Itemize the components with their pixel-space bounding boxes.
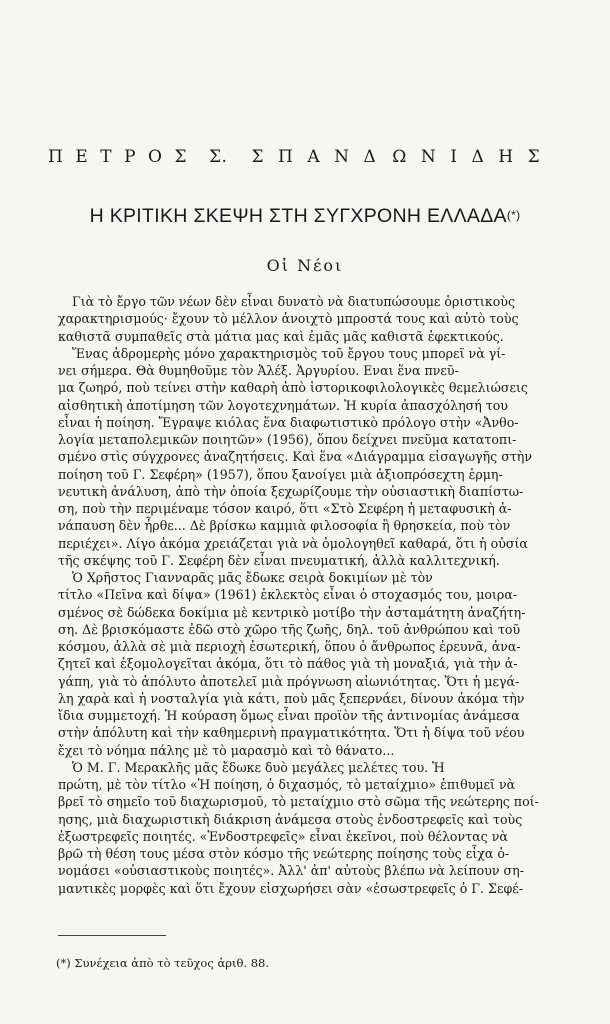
body-line: χαρακτηρισμούς· ἔχουν τὸ μέλλον ἀνοιχτὸ μπροστά τους καὶ αὐτὸ τοὺς bbox=[58, 311, 519, 327]
author-letter: Σ bbox=[527, 147, 541, 167]
body-line: γάπη, γιὰ τὸ ἀπόλυτο ἀποτελεῖ μιὰ πρόγνωση αἰωνιότητας. Ὅτι ἡ μεγά- bbox=[58, 673, 520, 689]
body-line: λη χαρὰ καὶ ἡ νοσταλγία γιὰ κάτι, ποὺ μᾶς ξεπερνάει, δίνουν ἀκόμα τὴν bbox=[58, 690, 525, 706]
body-line: εἶναι ἡ ποίηση. Ἔγραψε κιόλας ἕνα διαφωτιστικὸ πρόλογο στὴν «Ἀνθο- bbox=[58, 414, 519, 430]
section-subtitle: Οἱ Νέοι bbox=[266, 256, 344, 275]
author-letter: Ο bbox=[148, 147, 163, 167]
body-line: βρῶ τὴ θέση τους μέσα στὸν κόσμο τῆς νεώτερης ποίησης τοὺς εἶχα ὀ- bbox=[58, 846, 510, 861]
body-line: σμένο στὶς σύγχρονες ἀναζητήσεις. Καὶ ἕνα «Διάγραμμα εἰσαγωγῆς στὴν bbox=[58, 449, 532, 465]
author-letter: Α bbox=[307, 147, 321, 167]
body-line: πρώτη, μὲ τὸν τίτλο «Ἡ ποίηση, ὁ διχασμός, τὸ μεταίχμιο» ἐπιθυμεῖ νὰ bbox=[58, 777, 516, 792]
body-line: αἰσθητικὴ ἀποτίμηση τῶν λογοτεχνημάτων. Ἡ κυρία ἀπασχόλησή του bbox=[58, 397, 508, 413]
body-line: καθιστᾶ συμπαθεῖς στὰ μάτια μας καὶ ἐμᾶς μᾶς καθιστᾶ ἐφεκτικούς. bbox=[58, 328, 504, 344]
body-line: Ἕνας ἀδρομερὴς μόνο χαρακτηρισμὸς τοῦ ἔργου τους μπορεῖ νὰ γί- bbox=[72, 345, 506, 361]
title-text: Η ΚΡΙΤΙΚΗ ΣΚΕΨΗ ΣΤΗ ΣΥΓΧΡΟΝΗ ΕΛΛΑΔΑ bbox=[89, 205, 507, 227]
body-line: Ὁ Χρῆστος Γιανναρᾶς μᾶς ἔδωκε σειρὰ δοκιμίων μὲ τὸν bbox=[72, 570, 433, 585]
author-letter: Ν bbox=[334, 147, 350, 167]
author-letter: Σ bbox=[251, 147, 264, 167]
body-line: μα ζωηρό, ποὺ τείνει στὴν καθαρὴ ἀπὸ ἱστορικοφιλολογικὲς θεμελιώσεις bbox=[58, 380, 528, 396]
author-letter: Ε bbox=[75, 147, 89, 167]
body-line: νομάσει «οὐσιαστικοὺς ποιητές». Ἀλλ' ἀπ' αὐτοὺς βλέπω νὰ λείπουν ση- bbox=[58, 863, 524, 879]
body-line: ἔχει τὸ νόημα πάλης μὲ τὸ μαρασμὸ καὶ τὸ θάνατο... bbox=[58, 742, 395, 758]
body-line: σμένος σὲ δώδεκα δοκίμια μὲ κεντρικὸ μοτίβο τὴν ἀσταμάτητη ἀναζήτη- bbox=[58, 604, 526, 620]
body-text bbox=[58, 293, 568, 897]
author-letter: Π bbox=[48, 147, 64, 167]
article-title bbox=[0, 205, 610, 228]
body-line: τίτλο «Πεῖνα καὶ δίψα» (1961) ἐκλεκτὸς εἶναι ὁ στοχασμός του, μοιρα- bbox=[58, 587, 518, 603]
author-letter: Σ bbox=[174, 147, 188, 167]
title-footnote-mark: (*) bbox=[506, 208, 521, 222]
author-letter: Π bbox=[277, 147, 294, 167]
body-line: περιέχει». Λίγο ἀκόμα χρειάζεται γιὰ νὰ ὁμολογηθεῖ καθαρά, ὅτι ἡ οὐσία bbox=[58, 535, 528, 551]
body-line: ση, ποὺ τὴν περιμέναμε τόσον καιρό, ὅτι «Στὸ Σεφέρη ἡ μεταφυσικὴ ἀ- bbox=[58, 501, 512, 516]
body-line: νει σήμερα. Θὰ θυμηθοῦμε τὸν Ἀλέξ. Ἀργυρίου. Εναι ἕνα πνεῦ- bbox=[58, 363, 459, 378]
body-line: ζητεῖ καὶ ἐξομολογεῖται ἀκόμα, ὅτι τὸ πάθος γιὰ τὴ μοναξιά, γιὰ τὴν ἀ- bbox=[58, 656, 518, 672]
body-line: νευτικὴ ἀνάλυση, ἀπὸ τὴν ὁποία ξεχωρίζουμε τὴν οὐσιαστικὴ διαπίστω- bbox=[58, 483, 524, 499]
body-line: μαντικὲς μορφὲς καὶ ὅτι ἔχουν εἰσχωρήσει σὰν «ἐσωστρεφεῖς ὁ Γ. Σεφέ- bbox=[58, 880, 524, 896]
body-line: Γιὰ τὸ ἔργο τῶν νέων δὲν εἶναι δυνατὸ νὰ διατυπώσουμε ὁριστικοὺς bbox=[72, 294, 516, 309]
author-letter: Σ. bbox=[209, 147, 228, 167]
body-line: στὴν ἀπόλυτη καὶ τὴν καθημερινὴ πραγματικότητα. Ὅτι ἡ δίψα τοῦ νέου bbox=[58, 725, 525, 741]
body-line: ἴδια συμμετοχή. Ἡ κούραση ὅμως εἶναι προϊὸν τῆς ἀντινομίας ἀνάμεσα bbox=[58, 708, 520, 723]
footnote-divider bbox=[58, 935, 166, 936]
author-name bbox=[48, 147, 568, 167]
author-letter: Δ bbox=[363, 147, 377, 167]
body-line: κόσμου, ἀλλὰ σὲ μιὰ περιοχὴ ἐσωτερική, ὅπου ὁ ἄνθρωπος ἐρευνᾶ, ἀνα- bbox=[58, 639, 521, 654]
body-line: βρεῖ τὸ σημεῖο τοῦ διαχωρισμοῦ, τὸ μεταίχμιο στὸ σῶμα τῆς νεώτερης ποί- bbox=[58, 794, 539, 810]
body-line: ἐξωστρεφεῖς ποιητές. «Ἐνδοστρεφεῖς» εἶναι ἐκεῖνοι, ποὺ θέλοντας νὰ bbox=[58, 828, 508, 844]
body-line: Ὁ Μ. Γ. Μερακλῆς μᾶς ἔδωκε δυὸ μεγάλες μελέτες του. Ἡ bbox=[72, 759, 445, 775]
body-line: ησης, μιὰ διαχωριστικὴ διάκριση ἀνάμεσα στοὺς ἐνδοστρεφεῖς καὶ τοὺς bbox=[58, 811, 523, 827]
author-letter: Ρ bbox=[124, 147, 137, 167]
body-line: λογία μεταπολεμικῶν ποιητῶν» (1956), ὅπου δείχνει πνεῦμα κατατοπι- bbox=[58, 432, 517, 447]
author-letter: Η bbox=[498, 147, 514, 167]
footnote: (*) Συνέχεια ἀπὸ τὸ τεῦχος ἀριθ. 88. bbox=[56, 956, 270, 970]
author-letter: Ω bbox=[392, 147, 407, 167]
author-letter: Ν bbox=[420, 147, 437, 167]
body-line: τῆς σκέψης τοῦ Γ. Σεφέρη δὲν εἶναι πνευματική, ἀλλὰ καλλιτεχνική. bbox=[58, 552, 500, 568]
body-line: ση. Δὲ βρισκόμαστε ἐδῶ στὸ χῶρο τῆς ζωῆς, δηλ. τοῦ ἀνθρώπου καὶ τοῦ bbox=[58, 621, 521, 637]
author-letter: Δ bbox=[471, 147, 485, 167]
body-line: νάπαυση δὲν ἦρθε... Δὲ βρίσκω καμμιὰ φιλοσοφία ἢ θρησκεία, ποὺ τὸν bbox=[58, 518, 511, 534]
author-letter: Ι bbox=[450, 147, 458, 167]
body-line: ποίηση τοῦ Γ. Σεφέρη» (1957), ὅπου ξανοίγει μιὰ ἀξιοπρόσεχτη ἑρμη- bbox=[58, 466, 503, 482]
author-letter: Τ bbox=[100, 147, 113, 167]
